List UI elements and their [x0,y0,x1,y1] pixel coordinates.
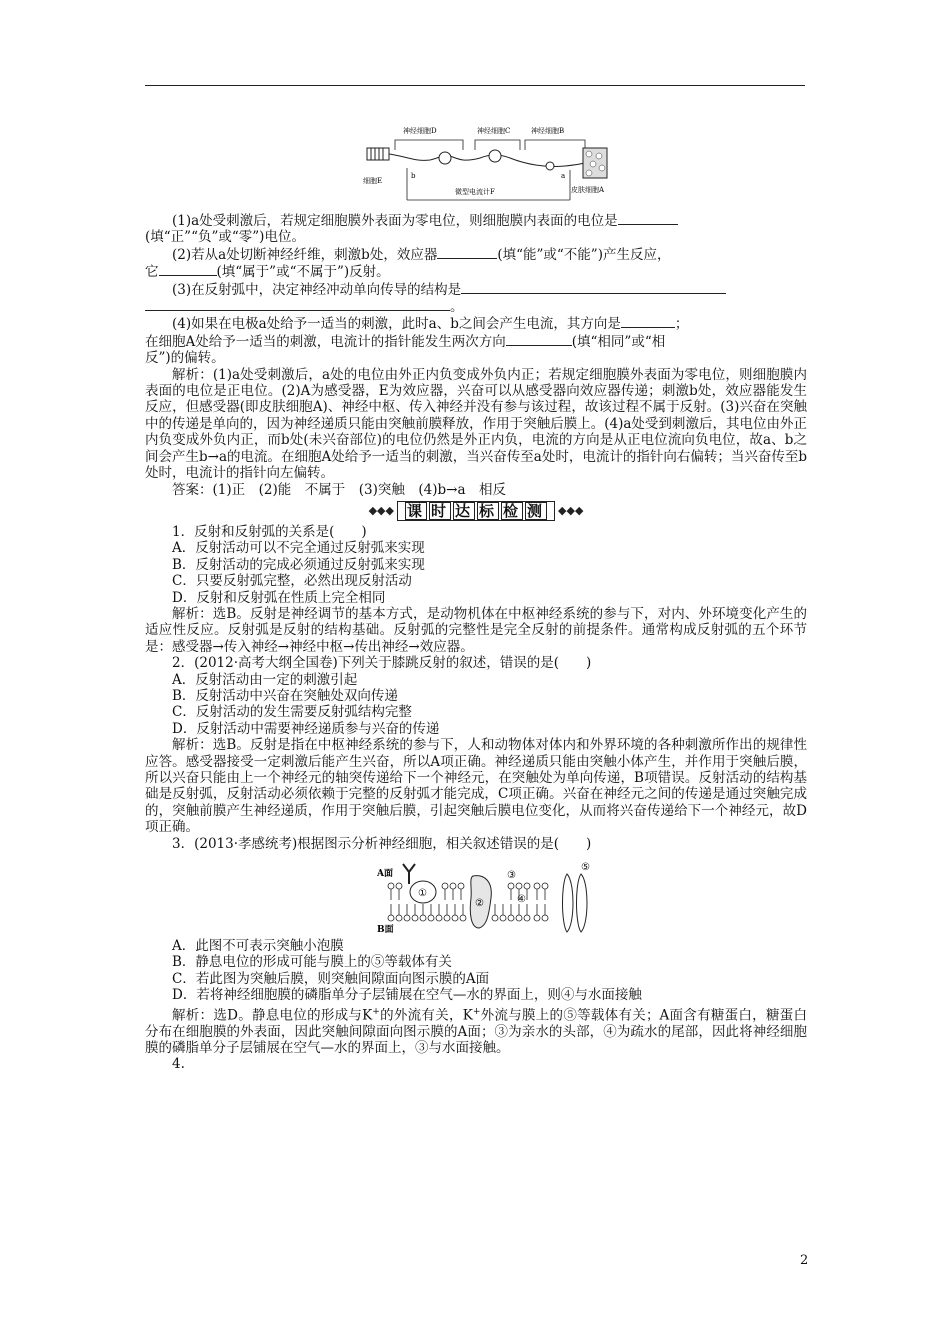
intro-q1: (1)a处受刺激后，若规定细胞膜外表面为零电位，则细胞膜内表面的电位是 [145,212,807,229]
q3-option-b: B．静息电位的形成可能与膜上的⑤等载体有关 [172,954,452,971]
q1-option-b: B．反射活动的完成必须通过反射弧来实现 [172,556,425,573]
label-n5: ⑤ [581,862,590,874]
reflex-arc-figure [355,120,615,210]
label-cell-e: 细胞E [363,177,383,185]
label-skin: 皮肤细胞A [571,186,605,194]
q1-analysis: 解析：选B。反射是神经调节的基本方式，是动物机体在中枢神经系统的参与下，对内、外环境变化产生的适应性反应。反射弧是反射的结构基础。反射弧的完整性是完全反射的前提条件。通常构成反射弧的五个环节是：感受器→传入神经→神经中枢→传出神经→效应器。 [145,605,807,655]
q3-analysis: 解析：选D。静息电位的形成与K+的外流有关，K+外流与膜上的⑤等载体有关；A面含有糖蛋白，糖蛋白分布在细胞膜的外表面，因此突触间隙面向图示膜的A面；③为亲水的头部，④为疏水的尾部，因此将神经细胞膜的磷脂单分子层铺展在空气—水的界面上，③与水面接触。 [145,1006,808,1056]
section-title-bar [145,500,807,522]
membrane-figure [375,854,635,934]
header-rule [145,85,805,86]
label-meter: 微型电流计F [455,188,495,196]
intro-q3-cont: 。 [145,298,807,315]
q2-stem: 2．(2012·高考大纲全国卷)下列关于膝跳反射的叙述，错误的是( ) [172,655,592,672]
label-b: b [411,172,416,180]
label-n4: ④ [517,894,526,906]
q4-stem: 4. [172,1056,185,1073]
page-number: 2 [800,1253,809,1268]
label-a: a [561,172,566,180]
intro-q4-cont: 在细胞A处给予一适当的刺激，电流计的指针能发生两次方向 (填“相同”或“相 [145,333,666,350]
skin-cell-a-shape [583,148,607,178]
label-neuron-d: 神经细胞D [403,127,437,135]
label-neuron-c: 神经细胞C [477,127,511,135]
q3-option-d: D．若将神经细胞膜的磷脂单分子层铺展在空气—水的界面上，则④与水面接触 [172,987,642,1004]
diamond-icon: ◆◆◆ [558,503,584,517]
diamond-icon: ◆◆◆ [368,503,394,517]
intro-q4: (4)如果在电极a处给予一适当的刺激，此时a、b之间会产生电流，其方向是 ； [172,316,689,333]
intro-answer: 答案：(1)正 (2)能 不属于 (3)突触 (4)b→a 相反 [172,481,506,498]
q3-option-a: A．此图不可表示突触小泡膜 [172,938,344,955]
q1-option-c: C．只要反射弧完整，必然出现反射活动 [172,573,412,590]
page-content [145,212,807,1073]
intro-q1-cont: (填“正”“负”或“零”)电位。 [145,229,305,246]
cell-e-shape [367,148,389,160]
label-neuron-b: 神经细胞B [531,127,565,135]
label-n1: ① [418,888,427,900]
q1-option-d: D．反射和反射弧在性质上完全相同 [172,589,386,606]
q2-option-b: B．反射活动中兴奋在突触处双向传递 [172,687,398,704]
q2-option-d: D．反射活动中需要神经递质参与兴奋的传递 [172,720,440,737]
label-b-face: B面 [377,925,394,935]
q2-option-a: A．反射活动由一定的刺激引起 [172,671,358,688]
q1-option-a: A．反射活动可以不完全通过反射弧来实现 [172,540,425,557]
label-a-face: A面 [377,869,393,880]
intro-analysis: 解析：(1)a处受刺激后，a处的电位由外正内负变成外负内正；若规定细胞膜外表面为零电位，则细胞膜内表面的电位是正电位。(2)A为感受器，E为效应器，兴奋可以从感受器向效应器传递；刺激b处，效应器能发生反应，但感受器(即皮肤细胞A)、神经中枢、传入神经并没有参与该过程，故该过程不属于反射。(3)兴奋在突触中的传递是单向的，因为神经递质只能由突触前膜释放，作用于突触后膜上。(4)a处受到刺激后，其电位由外正内负变成外负内正，而b处(未兴奋部位)的电位仍然是外正内负，电流的方向是从正电位流向负电位，故a、b之间会产生b→a的电流。在细胞A处给予一适当的刺激，当兴奋传至a处时，电流计的指针向右偏转；当兴奋传至b处时，电流计的指针向左偏转。 [145,366,807,482]
section-title: 课 时 达 标 检 测 [397,501,555,521]
intro-q2-cont: 它 (填“属于”或“不属于”)反射。 [145,264,390,281]
label-n3: ③ [507,870,516,882]
q3-stem: 3．(2013·孝感统考)根据图示分析神经细胞，相关叙述错误的是( ) [172,835,592,852]
q2-option-c: C．反射活动的发生需要反射弧结构完整 [172,704,412,721]
intro-q4-cont2: 反”)的偏转。 [145,350,225,367]
intro-q3: (3)在反射弧中，决定神经冲动单向传导的结构是 [145,281,807,298]
q2-analysis: 解析：选B。反射是指在中枢神经系统的参与下，人和动物体对体内和外界环境的各种刺激所作出的规律性应答。感受器接受一定刺激后能产生兴奋，所以A项正确。神经递质只能由突触小体产生，并作用于突触后膜，所以兴奋只能由上一个神经元的轴突传递给下一个神经元，在突触处为单向传递，B项错误。反射活动的结构基础是反射弧，反射活动必须依赖于完整的反射弧才能完成，C项正确。兴奋在神经元之间的传递是通过突触完成的，突触前膜产生神经递质，作用于突触后膜，引起突触后膜电位变化，从而将兴奋传递给下一个神经元，故D项正确。 [145,737,807,836]
q3-option-c: C．若此图为突触后膜，则突触间隙面向图示膜的A面 [172,970,490,987]
q1-stem: 1．反射和反射弧的关系是( ) [172,523,367,540]
label-n2: ② [475,898,484,910]
intro-q2: (2)若从a处切断神经纤维，刺激b处，效应器 (填“能”或“不能”)产生反应， [172,246,671,263]
